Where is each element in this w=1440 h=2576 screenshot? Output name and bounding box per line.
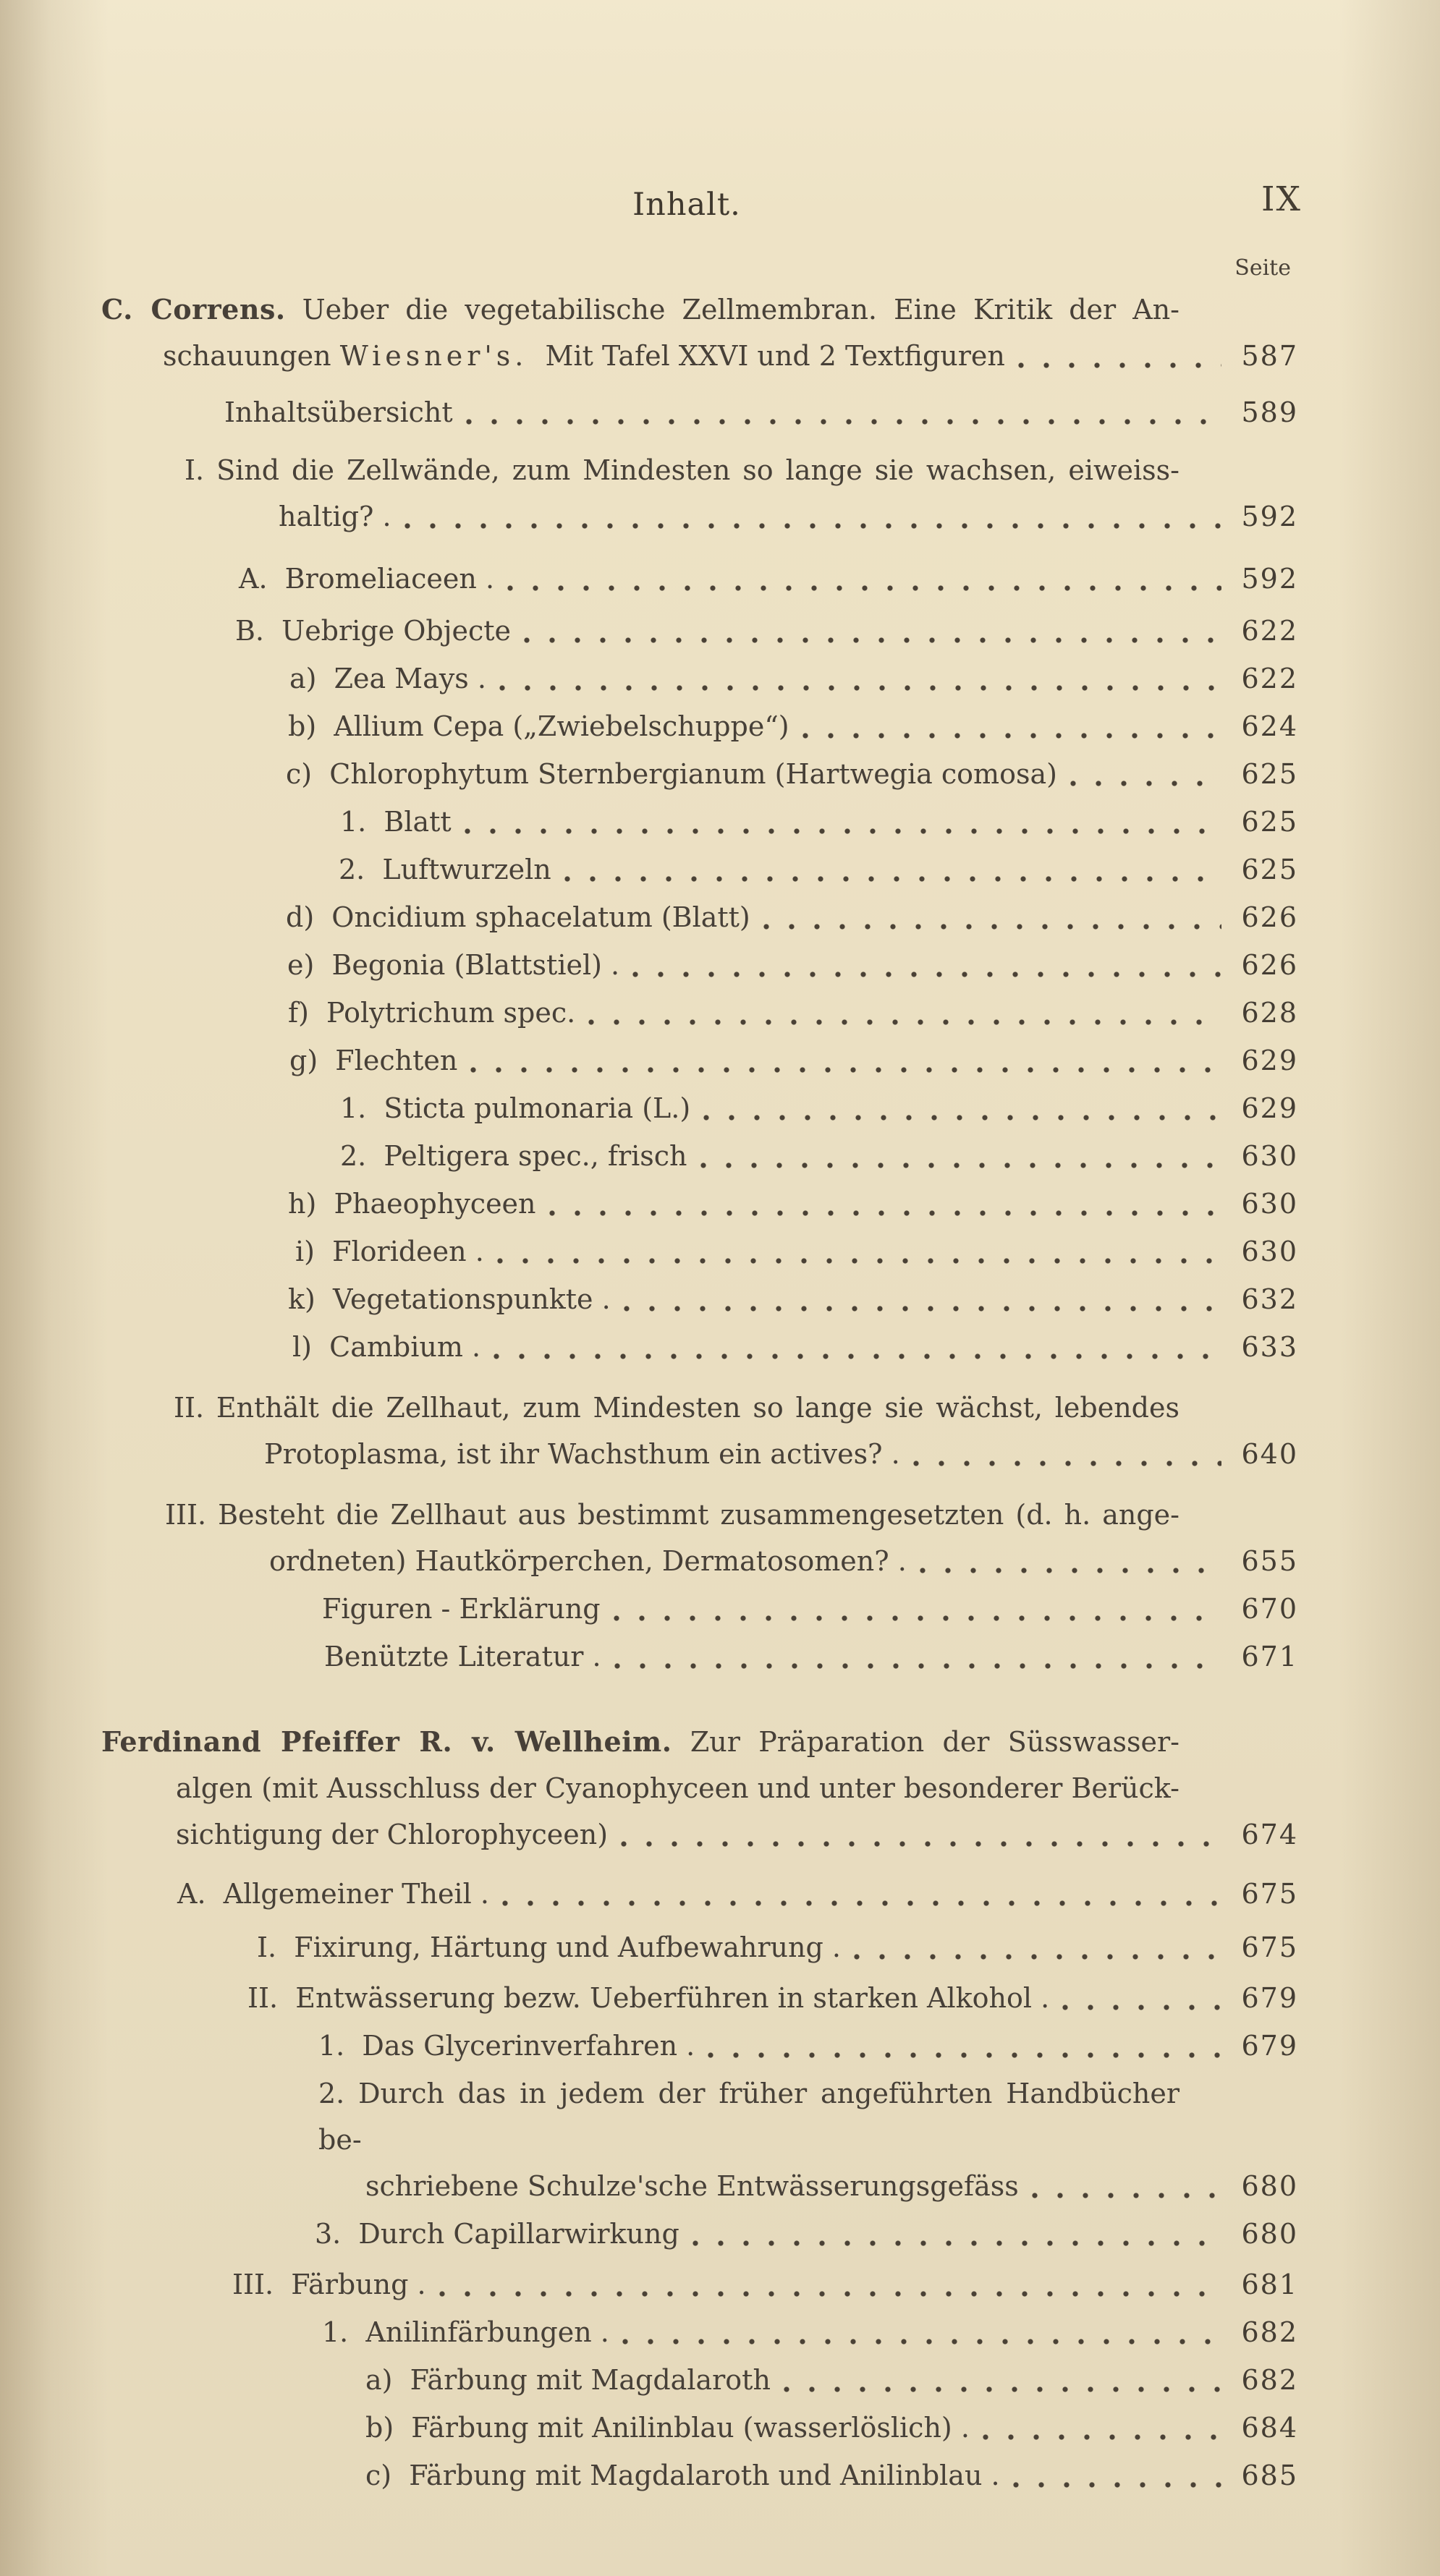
page-number: 655 [1241,1545,1298,1577]
dot-leader [708,2052,1221,2058]
dot-leader [549,1210,1221,1216]
toc-line [0,333,1440,379]
dot-leader [802,733,1221,739]
page-number: 681 [1241,2269,1298,2300]
toc-line [0,942,1440,988]
toc-text: B. Uebrige Objecte [235,615,512,647]
dot-leader [693,2240,1221,2246]
toc-line [0,608,1440,654]
page-number: 675 [1241,1878,1298,1910]
toc-line [0,1276,1440,1322]
toc-line [0,2070,1440,2163]
dot-leader [784,2386,1221,2392]
toc-text: schauungen [163,340,340,372]
toc-line [0,703,1440,749]
toc-line [0,1538,1440,1584]
page-number: 684 [1241,2412,1298,2444]
dot-leader [920,1568,1221,1573]
dot-leader [564,876,1221,882]
toc-line [0,1975,1440,2021]
toc-text: sichtigung der Chlorophyceen) [176,1819,609,1850]
toc-text: l) Cambium . [292,1331,481,1363]
page-number: 587 [1241,340,1298,372]
toc-text: II. Enthält die Zellhaut, zum Mindesten so lange sie wächst, lebendes [174,1392,1179,1424]
toc-line [0,2309,1440,2355]
dot-leader [507,585,1221,591]
page-number: 630 [1241,1140,1298,1172]
toc-author: Ferdinand Pfeiffer R. v. Wellheim. [101,1725,672,1758]
toc-line [0,1765,1440,1811]
toc-text: 1. Blatt [340,806,452,838]
toc-text: 3. Durch Capillarwirkung [315,2218,679,2250]
toc-text: b) Allium Cepa („Zwiebelschuppe“) [288,710,789,742]
dot-leader [466,419,1221,425]
toc-text: k) Vegetationspunkte . [288,1283,611,1315]
toc-line [0,655,1440,702]
page-number: 628 [1241,997,1298,1029]
page-number: 674 [1241,1819,1298,1850]
dot-leader [588,1019,1221,1025]
dot-leader [1013,2482,1221,2488]
toc-text: f) Polytrichum spec. [288,997,576,1029]
page-number: 675 [1241,1931,1298,1963]
toc-line [0,1181,1440,1227]
toc-text: A. Allgemeiner Theil . [177,1878,489,1910]
dot-leader [983,2434,1221,2440]
toc-line [0,1871,1440,1917]
page-number: 629 [1241,1092,1298,1124]
toc-text: algen (mit Ausschluss der Cyanophyceen und unter besonderer Berück- [176,1772,1179,1804]
toc-line [0,2357,1440,2403]
column-label-seite: Seite [1234,255,1291,281]
toc-line [0,2261,1440,2308]
toc-text: Protoplasma, ist ihr Wachsthum ein actives? . [264,1438,900,1470]
page-number: 626 [1241,901,1298,933]
toc-text: a) Zea Mays . [289,663,486,694]
dot-leader [470,1067,1221,1073]
page-number: 630 [1241,1188,1298,1220]
page-number: 625 [1241,758,1298,790]
page-number-roman: IX [1261,179,1302,219]
toc-text: e) Begonia (Blattstiel) . [287,949,620,981]
page-title: Inhalt. [632,187,741,223]
toc-line [0,751,1440,797]
toc-text: g) Flechten [289,1045,458,1076]
toc-line [0,1085,1440,1131]
dot-leader [703,1115,1221,1121]
toc-line [0,493,1440,540]
toc-text: Zur Präparation der Süsswasser- [672,1726,1179,1758]
dot-leader [1070,781,1221,786]
toc-line [0,1385,1440,1431]
dot-leader [1018,362,1221,368]
toc-text: haltig? . [279,501,391,532]
dot-leader [499,685,1221,691]
toc-text: 2. Luftwurzeln [339,854,551,885]
dot-leader [439,2291,1221,2297]
dot-leader [621,1841,1221,1847]
dot-leader [497,1258,1221,1264]
toc-text: a) Färbung mit Magdalaroth [365,2364,771,2396]
page-number: 679 [1241,1982,1298,2014]
page-number: 630 [1241,1236,1298,1267]
toc-line [0,447,1440,493]
page-number: 680 [1241,2170,1298,2202]
toc-text: Benützte Literatur . [324,1641,601,1672]
page-number: 625 [1241,854,1298,885]
toc-line [0,799,1440,845]
toc-line [0,2405,1440,2451]
toc-line [0,1492,1440,1538]
toc-line [0,1228,1440,1275]
dot-leader [854,1954,1221,1960]
toc-line [0,1133,1440,1179]
page-number: 622 [1241,663,1298,694]
table-of-contents [0,286,1440,2499]
page-number: 629 [1241,1045,1298,1076]
toc-text: III. Besteht die Zellhaut aus bestimmt zusammengesetzten (d. h. ange- [165,1499,1179,1531]
page-number: 670 [1241,1593,1298,1625]
page-number: 592 [1241,501,1298,532]
dot-leader [614,1615,1221,1621]
toc-text: III. Färbung . [232,2269,426,2300]
dot-leader [700,1162,1221,1168]
toc-line [0,389,1440,435]
toc-text: Ueber die vegetabilische Zellmembran. Eine Kritik der An- [285,294,1180,326]
toc-text: h) Phaeophyceen [288,1188,536,1220]
toc-line [0,2163,1440,2209]
toc-text: c) Färbung mit Magdalaroth und Anilinblau . [365,2460,1000,2491]
toc-line [0,556,1440,602]
page-number: 679 [1241,2030,1298,2062]
toc-text: II. Entwässerung bezw. Ueberführen in starken Alkohol . [247,1982,1050,2014]
toc-line [0,2211,1440,2257]
toc-text: 1. Anilinfärbungen . [322,2316,609,2348]
page-number: 622 [1241,615,1298,647]
toc-text: 2. Peltigera spec., frisch [340,1140,687,1172]
toc-line [0,1719,1440,1765]
dot-leader [614,1663,1221,1669]
toc-line [0,286,1440,333]
toc-text: 2. Durch das in jedem der früher angeführten Handbücher be- [318,2078,1179,2156]
dot-leader [524,637,1221,643]
toc-text: Mit Tafel XXVI und 2 Textfiguren [528,340,1005,372]
toc-line [0,1586,1440,1632]
toc-line [0,894,1440,940]
toc-text: I. Fixirung, Härtung und Aufbewahrung . [257,1931,841,1963]
toc-line [0,990,1440,1036]
toc-line [0,2023,1440,2069]
toc-line [0,1037,1440,1084]
toc-line [0,2452,1440,2499]
dot-leader [1032,2193,1221,2198]
dot-leader [632,972,1221,977]
dot-leader [405,523,1221,529]
page-number: 671 [1241,1641,1298,1672]
toc-text: ordneten) Hautkörperchen, Dermatosomen? . [269,1545,907,1577]
toc-text: 1. Das Glycerinverfahren . [318,2030,695,2062]
toc-line [0,846,1440,893]
page-number: 633 [1241,1331,1298,1363]
dot-leader [624,1306,1221,1312]
dot-leader [763,924,1221,930]
page-number: 624 [1241,710,1298,742]
toc-text: I. Sind die Zellwände, zum Mindesten so lange sie wachsen, eiweiss- [185,454,1179,486]
page-number: 626 [1241,949,1298,981]
page-number: 685 [1241,2460,1298,2491]
dot-leader [465,828,1221,834]
dot-leader [913,1461,1221,1466]
toc-text: Figuren - Erklärung [322,1593,601,1625]
toc-text: i) Florideen . [295,1236,484,1267]
dot-leader [494,1353,1221,1359]
toc-text: c) Chlorophytum Sternbergianum (Hartwegia comosa) [286,758,1057,790]
page-number: 632 [1241,1283,1298,1315]
page-number: 640 [1241,1438,1298,1470]
toc-line [0,1811,1440,1858]
page-number: 592 [1241,563,1298,595]
toc-text: b) Färbung mit Anilinblau (wasserlöslich) . [365,2412,970,2444]
dot-leader [502,1900,1221,1906]
toc-text-spaced: Wiesner's. [339,340,528,372]
page-number: 589 [1241,396,1298,428]
toc-text: 1. Sticta pulmonaria (L.) [340,1092,691,1124]
page-number: 625 [1241,806,1298,838]
dot-leader [1062,2005,1221,2010]
toc-line [0,1431,1440,1477]
toc-author: C. Correns. [101,293,286,326]
page-number: 680 [1241,2218,1298,2250]
toc-line [0,1324,1440,1370]
dot-leader [622,2339,1221,2345]
page-number: 682 [1241,2316,1298,2348]
toc-line [0,1924,1440,1971]
toc-text: d) Oncidium sphacelatum (Blatt) [286,901,750,933]
page-number: 682 [1241,2364,1298,2396]
toc-text: schriebene Schulze'sche Entwässerungsgefäss [365,2170,1019,2202]
toc-line [0,1633,1440,1680]
toc-text: A. Bromeliaceen . [239,563,495,595]
toc-text: Inhaltsübersicht [224,396,453,428]
